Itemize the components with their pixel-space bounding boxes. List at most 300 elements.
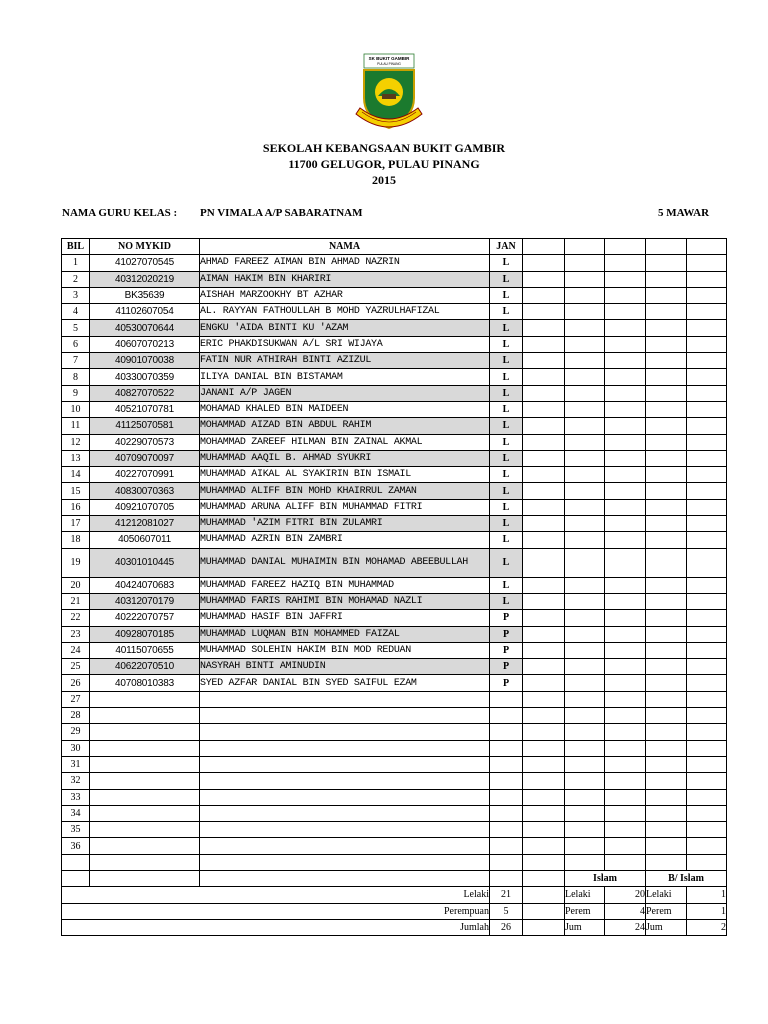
- row-number: 28: [62, 708, 90, 724]
- empty-cell: [646, 450, 687, 466]
- empty-cell: [565, 467, 605, 483]
- summary-total: 5: [490, 903, 523, 919]
- empty-cell: [687, 353, 727, 369]
- empty-cell: [646, 255, 687, 271]
- empty-cell: [687, 724, 727, 740]
- empty-cell: [646, 418, 687, 434]
- empty-cell: [605, 450, 646, 466]
- empty-cell: [605, 532, 646, 548]
- empty-cell: [605, 255, 646, 271]
- empty-cell: [605, 838, 646, 854]
- student-bil: 25: [62, 659, 90, 675]
- student-mykid: 40222070757: [90, 610, 200, 626]
- empty-cell: [523, 610, 565, 626]
- empty-cell: [565, 610, 605, 626]
- empty-cell: [565, 773, 605, 789]
- empty-cell: [523, 320, 565, 336]
- summary-label: Jumlah: [62, 919, 490, 935]
- empty-cell: [687, 467, 727, 483]
- table-row: [62, 483, 727, 499]
- empty-cell: [565, 385, 605, 401]
- empty-cell: [646, 304, 687, 320]
- student-jan-mark: L: [490, 450, 523, 466]
- student-mykid: 41102607054: [90, 304, 200, 320]
- empty-cell: [687, 659, 727, 675]
- table-row: [62, 805, 727, 821]
- empty-cell: [490, 789, 523, 805]
- empty-cell: [687, 756, 727, 772]
- summary-row: [62, 887, 727, 903]
- table-row: [62, 724, 727, 740]
- empty-cell: [687, 483, 727, 499]
- table-row: [62, 369, 727, 385]
- student-jan-mark: L: [490, 336, 523, 352]
- empty-cell: [523, 467, 565, 483]
- empty-cell: [523, 434, 565, 450]
- student-bil: 22: [62, 610, 90, 626]
- table-row: [62, 450, 727, 466]
- empty-cell: [565, 675, 605, 691]
- empty-cell: [90, 789, 200, 805]
- empty-cell: [646, 353, 687, 369]
- empty-cell: [605, 822, 646, 838]
- empty-cell: [90, 838, 200, 854]
- empty-cell: [565, 691, 605, 707]
- bislam-count: 2: [687, 919, 727, 935]
- student-jan-mark: P: [490, 642, 523, 658]
- empty-cell: [523, 304, 565, 320]
- empty-cell: [687, 516, 727, 532]
- col-header-blank: [605, 239, 646, 255]
- student-mykid: 40115070655: [90, 642, 200, 658]
- student-jan-mark: P: [490, 675, 523, 691]
- empty-cell: [646, 385, 687, 401]
- student-jan-mark: L: [490, 255, 523, 271]
- bislam-count: 1: [687, 887, 727, 903]
- empty-cell: [646, 675, 687, 691]
- empty-cell: [605, 271, 646, 287]
- empty-cell: [565, 516, 605, 532]
- bislam-row-label: Perem: [646, 903, 687, 919]
- table-row: [62, 401, 727, 417]
- student-bil: 12: [62, 434, 90, 450]
- empty-cell: [565, 805, 605, 821]
- empty-cell: [687, 369, 727, 385]
- empty-cell: [687, 773, 727, 789]
- table-row: [62, 708, 727, 724]
- empty-cell: [646, 838, 687, 854]
- student-name: MUHAMMAD FARIS RAHIMI BIN MOHAMAD NAZLI: [200, 593, 490, 609]
- col-header-blank: [523, 239, 565, 255]
- empty-cell: [490, 838, 523, 854]
- empty-cell: [490, 691, 523, 707]
- empty-cell: [646, 548, 687, 577]
- student-jan-mark: L: [490, 532, 523, 548]
- empty-cell: [646, 434, 687, 450]
- student-mykid: 40622070510: [90, 659, 200, 675]
- student-jan-mark: L: [490, 499, 523, 515]
- table-row: [62, 353, 727, 369]
- table-row: [62, 255, 727, 271]
- empty-cell: [565, 756, 605, 772]
- student-bil: 8: [62, 369, 90, 385]
- student-name: MUHAMMAD AIKAL AL SYAKIRIN BIN ISMAIL: [200, 467, 490, 483]
- empty-cell: [523, 642, 565, 658]
- student-name: MOHAMMAD ZAREEF HILMAN BIN ZAINAL AKMAL: [200, 434, 490, 450]
- empty-cell: [523, 483, 565, 499]
- student-mykid: BK35639: [90, 287, 200, 303]
- student-name: AISHAH MARZOOKHY BT AZHAR: [200, 287, 490, 303]
- student-bil: 26: [62, 675, 90, 691]
- table-row: [62, 822, 727, 838]
- student-mykid: 40229070573: [90, 434, 200, 450]
- student-name: AIMAN HAKIM BIN KHARIRI: [200, 271, 490, 287]
- table-row: [62, 740, 727, 756]
- student-name: MOHAMAD KHALED BIN MAIDEEN: [200, 401, 490, 417]
- table-row: [62, 691, 727, 707]
- student-jan-mark: P: [490, 610, 523, 626]
- empty-cell: [605, 773, 646, 789]
- empty-cell: [605, 287, 646, 303]
- class-name: 5 MAWAR: [658, 207, 710, 219]
- row-number: 36: [62, 838, 90, 854]
- col-header-mykid: NO MYKID: [90, 239, 200, 255]
- row-number: 30: [62, 740, 90, 756]
- student-jan-mark: L: [490, 593, 523, 609]
- empty-cell: [646, 789, 687, 805]
- empty-cell: [523, 822, 565, 838]
- student-name: FATIN NUR ATHIRAH BINTI AZIZUL: [200, 353, 490, 369]
- student-bil: 23: [62, 626, 90, 642]
- student-mykid: 40607070213: [90, 336, 200, 352]
- svg-text:SK BUKIT GAMBIR: SK BUKIT GAMBIR: [368, 56, 410, 61]
- student-roster-table: [61, 238, 727, 936]
- student-jan-mark: L: [490, 287, 523, 303]
- empty-cell: [646, 336, 687, 352]
- student-bil: 2: [62, 271, 90, 287]
- table-row: [62, 287, 727, 303]
- empty-cell: [200, 740, 490, 756]
- student-bil: 16: [62, 499, 90, 515]
- student-bil: 21: [62, 593, 90, 609]
- svg-text:PULAU PINANG: PULAU PINANG: [377, 62, 401, 66]
- table-row: [62, 499, 727, 515]
- student-bil: 11: [62, 418, 90, 434]
- bislam-row-label: Jum: [646, 919, 687, 935]
- table-row: [62, 789, 727, 805]
- empty-cell: [605, 434, 646, 450]
- table-row: [62, 756, 727, 772]
- empty-cell: [565, 255, 605, 271]
- empty-cell: [565, 822, 605, 838]
- student-name: ENGKU 'AIDA BINTI KU 'AZAM: [200, 320, 490, 336]
- table-row: [62, 418, 727, 434]
- empty-cell: [646, 577, 687, 593]
- student-name: JANANI A/P JAGEN: [200, 385, 490, 401]
- empty-cell: [605, 691, 646, 707]
- student-jan-mark: P: [490, 659, 523, 675]
- empty-cell: [523, 516, 565, 532]
- empty-cell: [565, 320, 605, 336]
- student-bil: 3: [62, 287, 90, 303]
- empty-cell: [646, 516, 687, 532]
- empty-cell: [565, 336, 605, 352]
- empty-cell: [90, 691, 200, 707]
- empty-cell: [687, 304, 727, 320]
- summary-label: Perempuan: [62, 903, 490, 919]
- empty-cell: [687, 401, 727, 417]
- empty-cell: [523, 691, 565, 707]
- student-bil: 10: [62, 401, 90, 417]
- student-bil: 17: [62, 516, 90, 532]
- empty-cell: [646, 401, 687, 417]
- islam-row-label: Jum: [565, 919, 605, 935]
- empty-cell: [565, 287, 605, 303]
- student-mykid: 40709070097: [90, 450, 200, 466]
- col-header-bil: BIL: [62, 239, 90, 255]
- empty-cell: [646, 756, 687, 772]
- student-name: SYED AZFAR DANIAL BIN SYED SAIFUL EZAM: [200, 675, 490, 691]
- student-mykid: 40330070359: [90, 369, 200, 385]
- student-name: AHMAD FAREEZ AIMAN BIN AHMAD NAZRIN: [200, 255, 490, 271]
- student-bil: 20: [62, 577, 90, 593]
- student-bil: 4: [62, 304, 90, 320]
- row-number: 34: [62, 805, 90, 821]
- empty-cell: [200, 691, 490, 707]
- bislam-count: 1: [687, 903, 727, 919]
- student-bil: 1: [62, 255, 90, 271]
- empty-cell: [490, 740, 523, 756]
- empty-cell: [646, 499, 687, 515]
- empty-cell: [687, 610, 727, 626]
- student-mykid: 40424070683: [90, 577, 200, 593]
- empty-cell: [90, 724, 200, 740]
- empty-cell: [90, 740, 200, 756]
- table-row: [62, 854, 727, 870]
- empty-cell: [646, 773, 687, 789]
- empty-cell: [687, 271, 727, 287]
- student-jan-mark: L: [490, 401, 523, 417]
- table-row: [62, 838, 727, 854]
- student-name: MUHAMMAD ALIFF BIN MOHD KHAIRRUL ZAMAN: [200, 483, 490, 499]
- table-row: [62, 610, 727, 626]
- empty-cell: [523, 903, 565, 919]
- empty-cell: [523, 740, 565, 756]
- empty-cell: [605, 467, 646, 483]
- empty-cell: [523, 255, 565, 271]
- empty-cell: [687, 320, 727, 336]
- student-mykid: 40227070991: [90, 467, 200, 483]
- empty-cell: [523, 659, 565, 675]
- empty-cell: [687, 822, 727, 838]
- empty-cell: [687, 336, 727, 352]
- school-name: SEKOLAH KEBANGSAAN BUKIT GAMBIR: [262, 141, 506, 155]
- empty-cell: [605, 336, 646, 352]
- student-name: MUHAMMAD LUQMAN BIN MOHAMMED FAIZAL: [200, 626, 490, 642]
- empty-cell: [646, 467, 687, 483]
- student-jan-mark: P: [490, 626, 523, 642]
- empty-cell: [523, 532, 565, 548]
- empty-cell: [687, 577, 727, 593]
- table-row: [62, 577, 727, 593]
- empty-cell: [490, 708, 523, 724]
- student-jan-mark: L: [490, 467, 523, 483]
- student-mykid: 40901070038: [90, 353, 200, 369]
- student-bil: 5: [62, 320, 90, 336]
- empty-cell: [646, 822, 687, 838]
- empty-cell: [565, 789, 605, 805]
- empty-cell: [687, 450, 727, 466]
- islam-count: 4: [605, 903, 646, 919]
- empty-cell: [646, 642, 687, 658]
- empty-cell: [200, 838, 490, 854]
- empty-cell: [605, 516, 646, 532]
- empty-cell: [687, 838, 727, 854]
- empty-cell: [90, 773, 200, 789]
- empty-cell: [490, 724, 523, 740]
- empty-cell: [605, 483, 646, 499]
- empty-cell: [687, 548, 727, 577]
- empty-cell: [523, 287, 565, 303]
- empty-cell: [523, 838, 565, 854]
- empty-cell: [646, 659, 687, 675]
- summary-label: Lelaki: [62, 887, 490, 903]
- empty-cell: [605, 369, 646, 385]
- student-bil: 7: [62, 353, 90, 369]
- empty-cell: [523, 336, 565, 352]
- col-header-blank: [565, 239, 605, 255]
- empty-cell: [565, 626, 605, 642]
- empty-cell: [605, 593, 646, 609]
- empty-cell: [605, 708, 646, 724]
- empty-cell: [523, 773, 565, 789]
- empty-cell: [523, 385, 565, 401]
- empty-cell: [687, 626, 727, 642]
- student-mykid: 40312020219: [90, 271, 200, 287]
- empty-cell: [565, 708, 605, 724]
- empty-cell: [490, 756, 523, 772]
- teacher-name: PN VIMALA A/P SABARATNAM: [200, 207, 363, 219]
- empty-cell: [565, 499, 605, 515]
- empty-cell: [687, 642, 727, 658]
- table-row: [62, 304, 727, 320]
- student-mykid: 41027070545: [90, 255, 200, 271]
- school-address: 11700 GELUGOR, PULAU PINANG: [288, 157, 480, 171]
- student-jan-mark: L: [490, 577, 523, 593]
- student-mykid: 4050607011: [90, 532, 200, 548]
- empty-cell: [605, 642, 646, 658]
- student-name: MUHAMMAD HASIF BIN JAFFRI: [200, 610, 490, 626]
- empty-cell: [646, 610, 687, 626]
- summary-row: [62, 903, 727, 919]
- student-bil: 6: [62, 336, 90, 352]
- empty-cell: [687, 805, 727, 821]
- student-name: MUHAMMAD DANIAL MUHAIMIN BIN MOHAMAD ABEEBULLAH: [200, 548, 490, 577]
- summary-header-row: [62, 870, 727, 886]
- student-name: MUHAMMAD FAREEZ HAZIQ BIN MUHAMMAD: [200, 577, 490, 593]
- table-row: [62, 336, 727, 352]
- student-mykid: 40530070644: [90, 320, 200, 336]
- empty-cell: [605, 418, 646, 434]
- empty-cell: [565, 532, 605, 548]
- empty-cell: [646, 691, 687, 707]
- empty-cell: [565, 548, 605, 577]
- student-bil: 15: [62, 483, 90, 499]
- empty-cell: [687, 789, 727, 805]
- empty-cell: [646, 320, 687, 336]
- table-row: [62, 516, 727, 532]
- student-bil: 14: [62, 467, 90, 483]
- empty-cell: [605, 499, 646, 515]
- row-number: 29: [62, 724, 90, 740]
- table-row: [62, 626, 727, 642]
- empty-cell: [523, 756, 565, 772]
- student-jan-mark: L: [490, 385, 523, 401]
- empty-cell: [687, 255, 727, 271]
- student-name: MUHAMMAD SOLEHIN HAKIM BIN MOD REDUAN: [200, 642, 490, 658]
- empty-cell: [523, 675, 565, 691]
- student-bil: 24: [62, 642, 90, 658]
- student-jan-mark: L: [490, 434, 523, 450]
- bislam-header: B/ Islam: [646, 870, 727, 886]
- empty-cell: [565, 483, 605, 499]
- school-crest-logo: [352, 52, 426, 136]
- empty-cell: [200, 773, 490, 789]
- student-mykid: 40830070363: [90, 483, 200, 499]
- col-header-blank: [646, 239, 687, 255]
- row-number: 27: [62, 691, 90, 707]
- empty-cell: [565, 369, 605, 385]
- empty-cell: [565, 304, 605, 320]
- empty-cell: [646, 805, 687, 821]
- empty-cell: [523, 887, 565, 903]
- student-mykid: 40921070705: [90, 499, 200, 515]
- student-bil: 13: [62, 450, 90, 466]
- empty-cell: [523, 369, 565, 385]
- empty-cell: [605, 756, 646, 772]
- student-bil: 9: [62, 385, 90, 401]
- student-name: NASYRAH BINTI AMINUDIN: [200, 659, 490, 675]
- student-jan-mark: L: [490, 369, 523, 385]
- empty-cell: [565, 401, 605, 417]
- empty-cell: [646, 532, 687, 548]
- empty-cell: [687, 287, 727, 303]
- student-jan-mark: L: [490, 483, 523, 499]
- empty-cell: [687, 532, 727, 548]
- student-mykid: 41212081027: [90, 516, 200, 532]
- empty-cell: [523, 789, 565, 805]
- empty-cell: [646, 369, 687, 385]
- student-bil: 19: [62, 548, 90, 577]
- row-number: 33: [62, 789, 90, 805]
- table-row: [62, 271, 727, 287]
- student-jan-mark: L: [490, 418, 523, 434]
- row-number: 31: [62, 756, 90, 772]
- empty-cell: [565, 271, 605, 287]
- empty-cell: [605, 577, 646, 593]
- student-name: MUHAMMAD 'AZIM FITRI BIN ZULAMRI: [200, 516, 490, 532]
- empty-cell: [687, 434, 727, 450]
- table-row: [62, 434, 727, 450]
- student-mykid: 40301010445: [90, 548, 200, 577]
- empty-cell: [687, 418, 727, 434]
- empty-cell: [646, 593, 687, 609]
- empty-cell: [605, 353, 646, 369]
- islam-row-label: Lelaki: [565, 887, 605, 903]
- empty-cell: [687, 675, 727, 691]
- empty-cell: [605, 675, 646, 691]
- student-name: AL. RAYYAN FATHOULLAH B MOHD YAZRULHAFIZAL: [200, 304, 490, 320]
